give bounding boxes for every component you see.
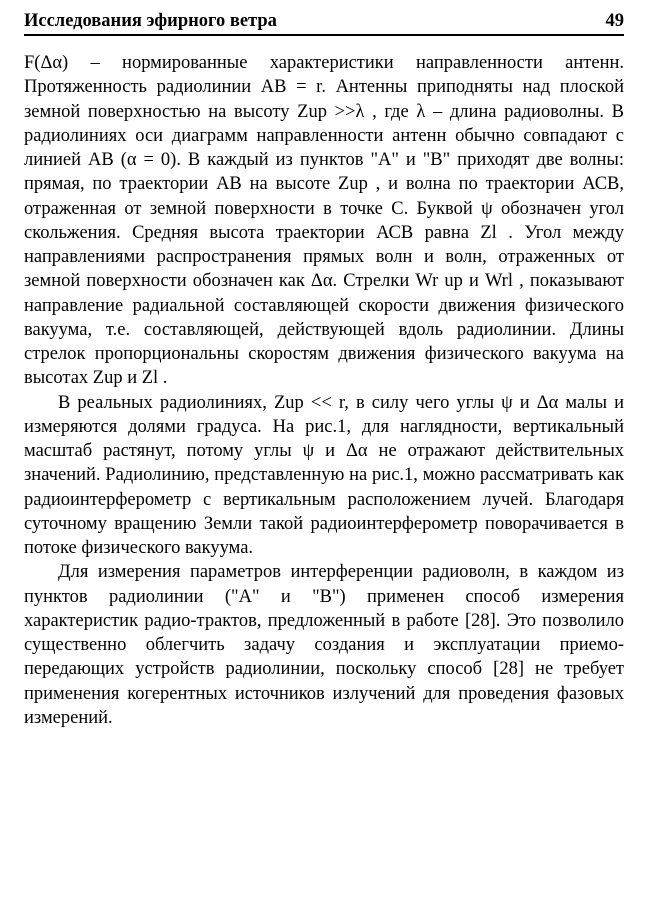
paragraph-1: F(Δα) – нормированные характеристики направленности антенн. Протяженность радиолинии АВ = r. Антенны приподняты над плоской земной поверхностью на высоту Zup >>λ , где λ – длина радиоволны. В радиолиниях оси диаграмм направленности антенн обычно совпадают с линией АВ (α = 0). В каждый из пунктов "А" и "В" приходят две волны: прямая, по траектории АВ на высоте Zup , и волна по траектории АСВ, отраженная от земной поверхности в точке С. Буквой ψ обозначен угол скольжения. Средняя высота траектории АСВ равна Zl . Угол между направлениями распространения прямых волн и волн, отраженных от земной поверхности обозначен как Δα. Стрелки Wr up и Wrl , показывают направление радиальной составляющей скорости движения физического вакуума, т.е. составляющей, действующей вдоль радиолинии. Длины стрелок пропорциональны скоростям движения физического вакуума на высотах Zup и Zl . xyxy=(24,53,624,389)
page-body xyxy=(24,51,624,730)
page-number: 49 xyxy=(605,11,624,31)
paragraph-2: В реальных радиолиниях, Zup << r, в силу чего углы ψ и Δα малы и измеряются долями градуса. На рис.1, для наглядности, вертикальный масштаб растянут, потому углы ψ и Δα не отражают действительных значений. Радиолинию, представленную на рис.1, можно рассматривать как радиоинтерферометр с вертикальным расположением лучей. Благодаря суточному вращению Земли такой радиоинтерферометр поворачивается в потоке физического вакуума. xyxy=(24,392,624,558)
running-title: Исследования эфирного ветра xyxy=(24,11,277,31)
running-header xyxy=(24,8,624,36)
paragraph-3: Для измерения параметров интерференции радиоволн, в каждом из пунктов радиолинии ("А" и "В") применен способ измерения характеристик радио-трактов, предложенный в работе [28]. Это позволило существенно облегчить задачу создания и эксплуатации приемо-передающих устройств радиолинии, поскольку способ [28] не требует применения когерентных источников излучений для проведения фазовых измерений. xyxy=(24,562,624,728)
